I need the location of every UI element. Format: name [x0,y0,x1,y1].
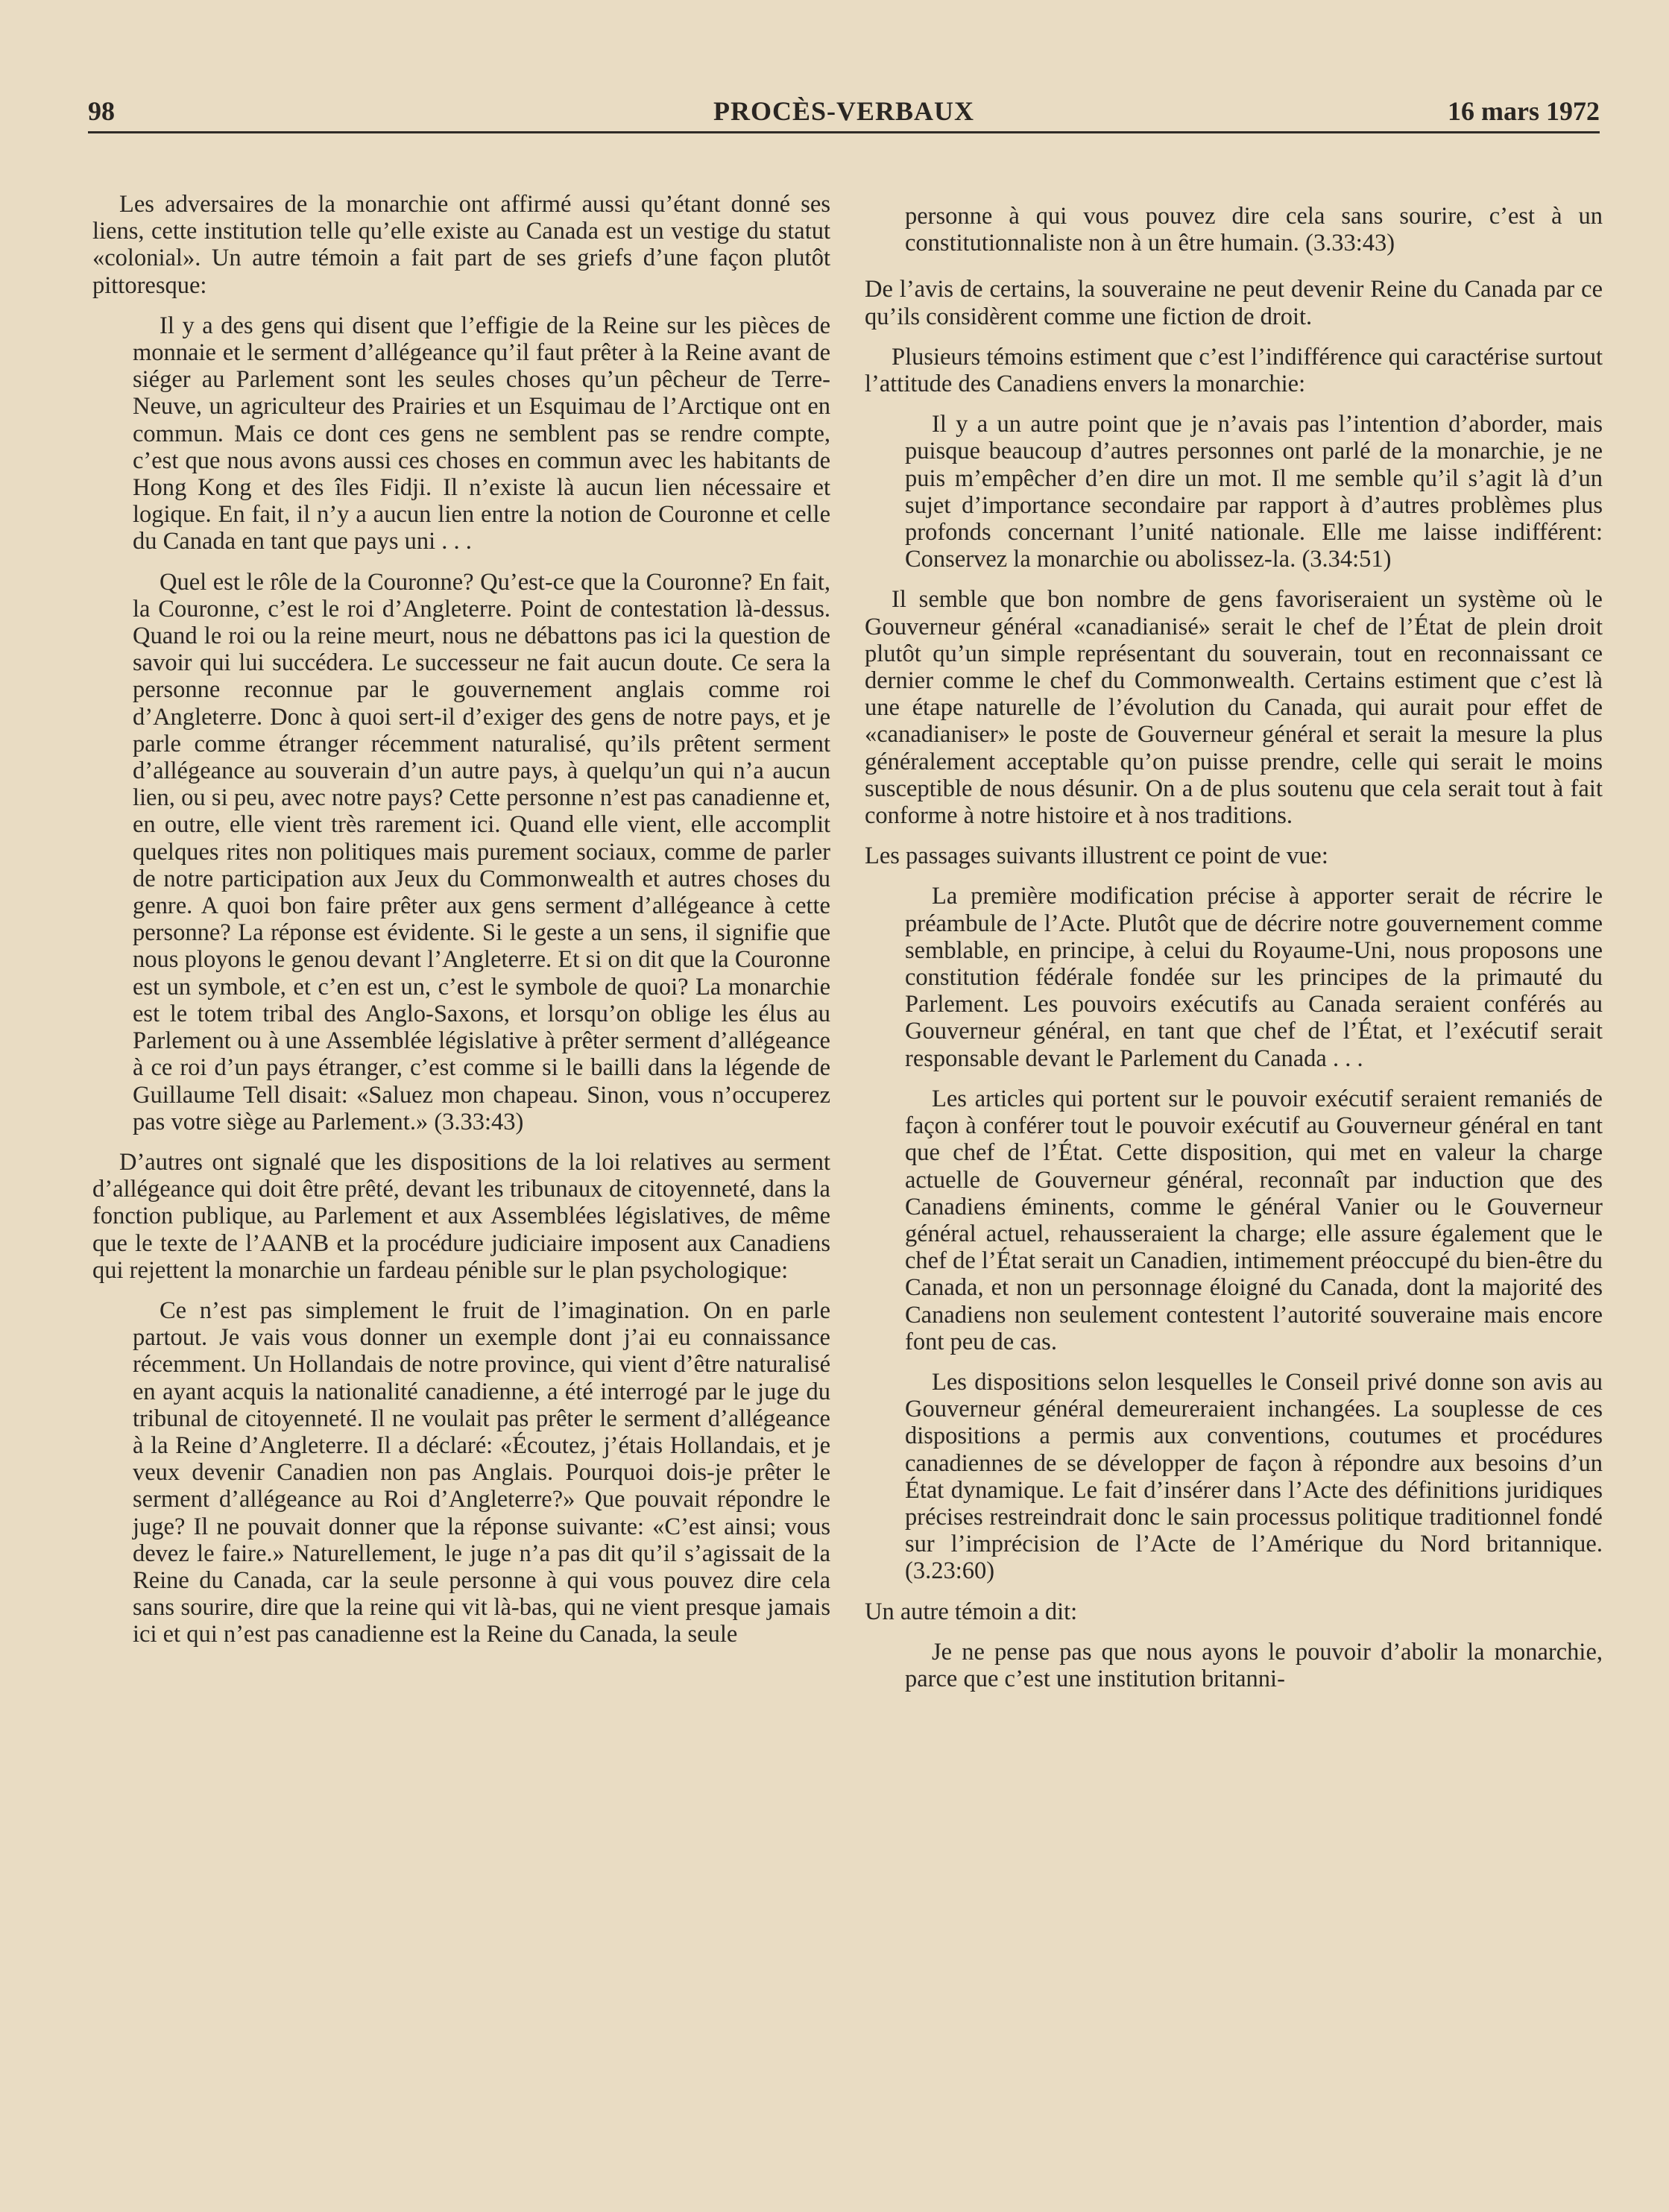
block-quote [865,1639,1603,1692]
quote-paragraph: Quel est le rôle de la Couronne? Qu’est-ce que la Couronne? En fait, la Couronne, c’est le roi d’Angleterre. Point de contestation là-dessus. Quand le roi ou la reine meurt, nous ne débattons pas ici la question de savoir qui lui succédera. Le successeur ne fait aucun doute. Ce sera la personne reconnue par le gouvernement anglais comme roi d’Angleterre. Donc à quoi sert-il d’exiger des gens de notre pays, et je parle comme étranger récemment naturalisé, qu’ils prêtent serment d’allégeance au souverain d’un autre pays, à quelqu’un qui n’a aucun lien, ou si peu, avec notre pays? Cette personne n’est pas canadienne et, en outre, elle vient très rarement ici. Quand elle vient, elle accomplit quelques rites non politiques mais purement sociaux, comme de parler de notre participation aux Jeux du Commonwealth et autres choses du genre. A quoi bon faire prêter aux gens serment d’allégeance à cette personne? La réponse est évidente. Si le geste a un sens, il signifie que nous ployons le genou devant l’Angleterre. Et si on dit que la Couronne est un symbole, et c’en est un, c’est le symbole de quoi? La monarchie est le totem tribal des Anglo-Saxons, et lorsqu’on oblige les élus au Parlement ou à une Assemblée législative à prêter serment d’allégeance à ce roi d’un pays étranger, c’est comme si le bailli dans la légende de Guillaume Tell disait: «Saluez mon chapeau. Sinon, vous n’occuperez pas votre siège au Parlement.» (3.33:43) [133,568,830,1135]
block-quote [92,1297,830,1648]
paragraph: Plusieurs témoins estiment que c’est l’indifférence qui caractérise surtout l’attitude des Canadiens envers la monarchie: [865,343,1603,398]
quote-paragraph: Il y a un autre point que je n’avais pas l’intention d’aborder, mais puisque beaucoup d’autres personnes ont parlé de la monarchie, je ne puis m’empêcher d’en dire un mot. Il me semble qu’il s’agit là d’un sujet d’importance secondaire par rapport à d’autres problèmes plus profonds concernant l’unité nationale. Elle me laisse indifférent: Conservez la monarchie ou abolissez-la. (3.34:51) [905,411,1603,573]
right-column [865,203,1603,1706]
quote-paragraph: Les articles qui portent sur le pouvoir exécutif seraient remaniés de façon à conférer tout le pouvoir exécutif au Gouverneur général en tant que chef de l’État. Cette disposition, qui met en valeur la charge actuelle de Gouverneur général, reconnaît par induction que des Canadiens éminents, comme le général Vanier ou le Gouverneur général actuel, rehausseraient la charge; elle assure également que le chef de l’État serait un Canadien, intimement préoccupé du bien-être du Canada, et non un personnage éloigné du Canada, dont la majorité des Canadiens non seulement contestent l’autorité souveraine mais encore font peu de cas. [905,1085,1603,1355]
page-number: 98 [88,96,115,126]
quote-paragraph: Les dispositions selon lesquelles le Conseil privé donne son avis au Gouverneur général demeureraient inchangées. La souplesse de ces dispositions a permis aux conventions, coutumes et procédures canadiennes de se développer de façon à répondre aux besoins d’un État dynamique. Le fait d’insérer dans l’Acte des définitions juridiques précises restreindrait donc le sain processus politique traditionnel fondé sur l’imprécision de l’Acte de l’Amérique du Nord britannique. (3.23:60) [905,1368,1603,1585]
paragraph: Un autre témoin a dit: [865,1598,1078,1625]
quote-continuation: personne à qui vous pouvez dire cela sans sourire, c’est à un constitutionnaliste non à un être humain. (3.33:43) [905,203,1603,257]
quote-paragraph: Il y a des gens qui disent que l’effigie de la Reine sur les pièces de monnaie et le serment d’allégeance qu’il faut prêter à la Reine avant de siéger au Parlement sont les seules choses qu’un pêcheur de Terre-Neuve, un agriculteur des Prairies et un Esquimau de l’Arctique ont en commun. Mais ce dont ces gens ne semblent pas se rendre compte, c’est que nous avons aussi ces choses en commun avec les habitants de Hong Kong et des îles Fidji. Il n’existe là aucun lien nécessaire et logique. En fait, il n’y a aucun lien entre la notion de Couronne et celle du Canada en tant que pays uni . . . [133,312,830,555]
running-header [88,92,1600,133]
header-date: 16 mars 1972 [1448,96,1600,126]
block-quote [865,883,1603,1584]
quote-paragraph: Ce n’est pas simplement le fruit de l’imagination. On en parle partout. Je vais vous donner un exemple dont j’ai eu connaissance récemment. Un Hollandais de notre province, qui vient d’être naturalisé en ayant acquis la nationalité canadienne, a été interrogé par le juge du tribunal de citoyenneté. Il ne voulait pas prêter le serment d’allégeance à la Reine d’Angleterre. Il a déclaré: «Écoutez, j’étais Hollandais, et je veux devenir Canadien non pas Anglais. Pourquoi dois-je prêter le serment d’allégeance au Roi d’Angleterre?» Que pouvait répondre le juge? Il ne pouvait donner que la réponse suivante: «C’est ainsi; vous devez le faire.» Naturellement, le juge n’a pas dit qu’il s’agissait de la Reine du Canada, car la seule personne à qui vous pouvez dire cela sans sourire, dire que la reine qui vit là-bas, qui ne vient presque jamais ici et qui n’est pas canadienne est la Reine du Canada, la seule [133,1296,830,1648]
header-title: PROCÈS-VERBAUX [713,96,975,126]
block-quote [865,411,1603,573]
block-quote [92,312,830,1135]
left-column [92,191,830,1662]
quote-paragraph: Je ne pense pas que nous ayons le pouvoir d’abolir la monarchie, parce que c’est une institution britanni- [905,1638,1603,1692]
paragraph: Les adversaires de la monarchie ont affirmé aussi qu’étant donné ses liens, cette institution telle qu’elle existe au Canada est un vestige du statut «colonial». Un autre témoin a fait part de ses griefs d’une façon plutôt pittoresque: [92,191,830,299]
paragraph: De l’avis de certains, la souveraine ne peut devenir Reine du Canada par ce qu’ils considèrent comme une fiction de droit. [865,276,1603,330]
quote-paragraph: La première modification précise à apporter serait de récrire le préambule de l’Acte. Plutôt que de décrire notre gouvernement comme semblable, en principe, à celui du Royaume-Uni, nous proposons une constitution fédérale fondée sur les principes de la primauté du Parlement. Les pouvoirs exécutifs au Canada seraient conférés au Gouverneur général, en tant que chef de l’État, et l’exécutif serait responsable devant le Parlement du Canada . . . [905,883,1603,1072]
paragraph: Les passages suivants illustrent ce point de vue: [865,842,1328,870]
paragraph: Il semble que bon nombre de gens favoriseraient un système où le Gouverneur général «canadianisé» serait le chef de l’État de plein droit plutôt qu’un simple représentant du souverain, tout en reconnaissant ce dernier comme le chef du Commonwealth. Certains estiment que c’est là une étape naturelle de l’évolution du Canada, qui aurait pour effet de «canadianiser» le poste de Gouverneur général et serait la mesure la plus généralement acceptable qu’on puisse prendre, celle qui serait le moins susceptible de nous désunir. On a de plus soutenu que cela serait tout à fait conforme à notre histoire et à nos traditions. [865,586,1603,830]
paragraph: D’autres ont signalé que les dispositions de la loi relatives au serment d’allégeance qui doit être prêté, devant les tribunaux de citoyenneté, dans la fonction publique, au Parlement et aux Assemblées législatives, de même que le texte de l’AANB et la procédure judiciaire imposent aux Canadiens qui rejettent la monarchie un fardeau pénible sur le plan psychologique: [92,1148,830,1284]
